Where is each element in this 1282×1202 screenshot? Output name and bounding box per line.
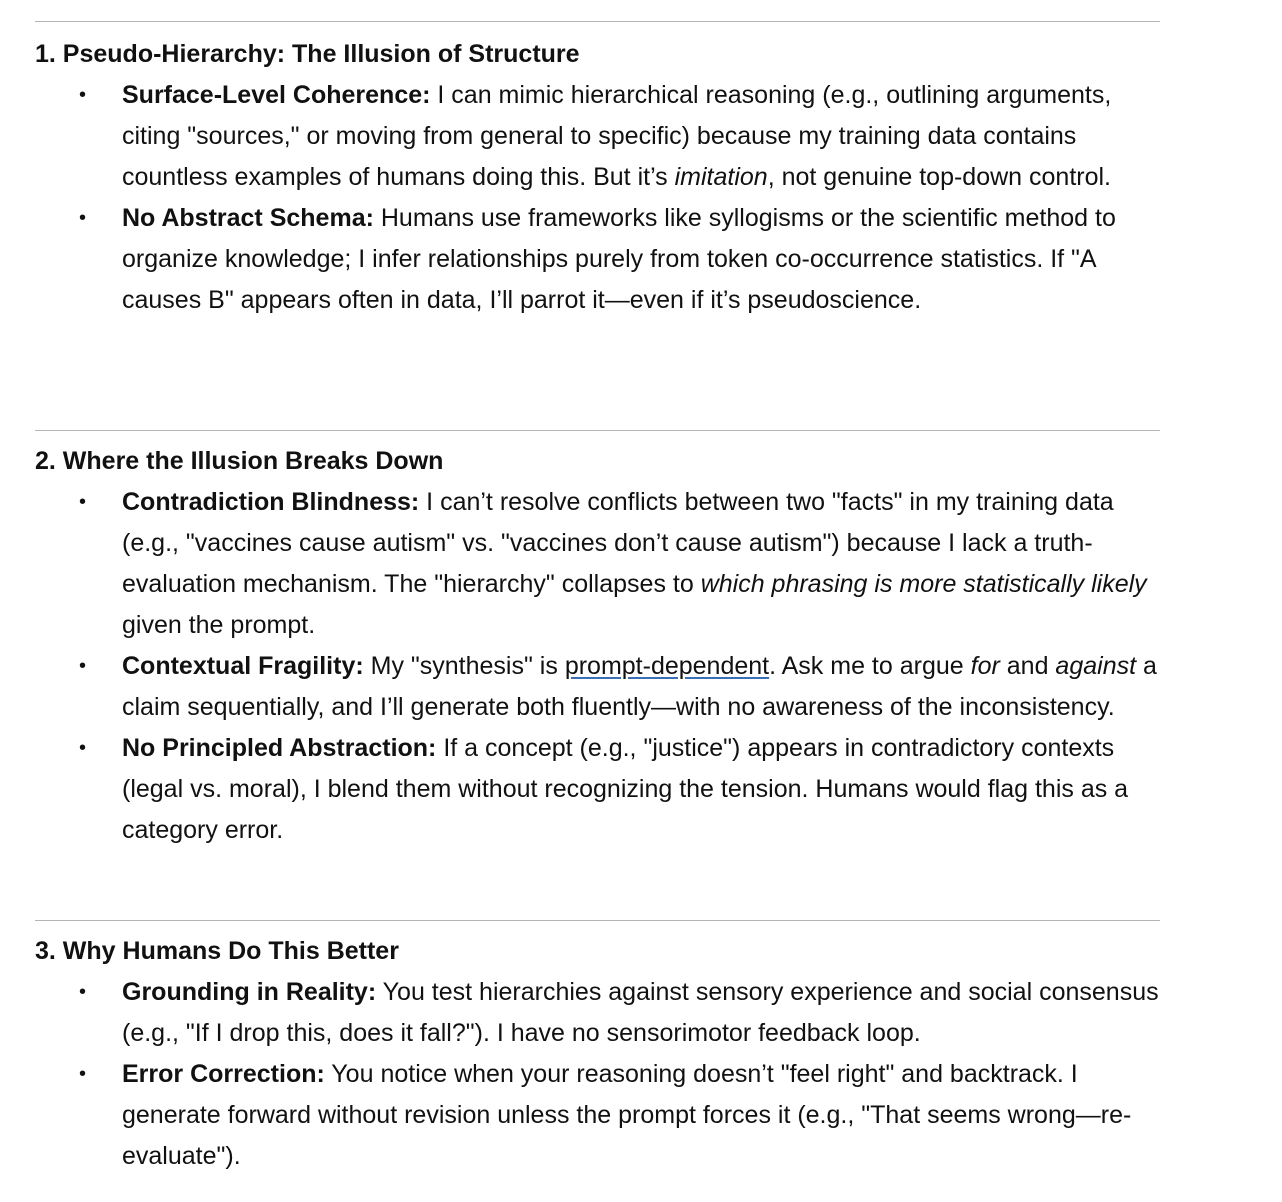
bullet-icon: • [79, 491, 87, 513]
section-heading: 1. Pseudo-Hierarchy: The Illusion of Structure [35, 40, 580, 68]
item-text: and [999, 652, 1056, 680]
section-divider [35, 21, 1160, 22]
item-term: Grounding in Reality: [122, 978, 377, 1006]
item-text: My "synthesis" is [363, 652, 565, 680]
item-text: . Ask me to argue [769, 652, 971, 680]
list-item [35, 482, 1160, 646]
item-term: No Principled Abstraction: [122, 734, 437, 762]
bullet-icon: • [79, 1063, 87, 1085]
item-term: No Abstract Schema: [122, 204, 374, 232]
bullet-icon: • [79, 84, 87, 106]
bullet-icon: • [79, 981, 87, 1003]
section-why-humans-better [35, 920, 1160, 1177]
section-heading: 2. Where the Illusion Breaks Down [35, 447, 444, 475]
item-text: , not genuine top-down control. [767, 163, 1112, 191]
item-term: Contradiction Blindness: [122, 488, 420, 516]
section-heading: 3. Why Humans Do This Better [35, 937, 399, 965]
item-emphasis: for [970, 652, 1000, 680]
item-text: You test hierarchies against sensory experience and social consensus (e.g., "If I drop this, does it fall?"). I have no sensorimotor feedback loop. [122, 978, 1159, 1047]
bullet-list [35, 75, 1160, 321]
bullet-icon: • [79, 207, 87, 229]
list-item [35, 972, 1160, 1054]
item-text: Humans use frameworks like syllogisms or the scientific method to organize knowledge; I infer relationships purely from token co-occurrence statistics. If "A causes B" appears often in data, I’ll parrot it—even if it’s pseudoscience. [122, 204, 1116, 314]
bullet-icon: • [79, 655, 87, 677]
bullet-list [35, 482, 1160, 851]
item-term: Contextual Fragility: [122, 652, 364, 680]
bullet-list [35, 972, 1160, 1177]
list-item [35, 646, 1160, 728]
section-divider [35, 430, 1160, 431]
bullet-icon: • [79, 737, 87, 759]
item-text: You notice when your reasoning doesn’t "feel right" and backtrack. I generate forward without revision unless the prompt forces it (e.g., "That seems wrong—re-evaluate"). [122, 1060, 1132, 1170]
item-text: a claim sequentially, and I’ll generate both fluently—with no awareness of the inconsistency. [122, 652, 1157, 721]
item-term: Error Correction: [122, 1060, 325, 1088]
item-term: Surface-Level Coherence: [122, 81, 431, 109]
item-text: If a concept (e.g., "justice") appears in contradictory contexts (legal vs. moral), I blend them without recognizing the tension. Humans would flag this as a category error. [122, 734, 1129, 844]
item-text: I can’t resolve conflicts between two "facts" in my training data (e.g., "vaccines cause autism" vs. "vaccines don’t cause autism") because I lack a truth-evaluation mechanism. The "hierarchy" collapses to [122, 488, 1114, 598]
list-item [35, 728, 1160, 851]
item-emphasis: which phrasing is more statistically likely [700, 570, 1147, 598]
list-item [35, 1054, 1160, 1177]
list-item [35, 75, 1160, 198]
item-emphasis: against [1055, 652, 1137, 680]
item-text: given the prompt. [122, 611, 316, 639]
item-text: I can mimic hierarchical reasoning (e.g., outlining arguments, citing "sources," or moving from general to specific) because my training data contains countless examples of humans doing this. But it’s [122, 81, 1112, 191]
section-pseudo-hierarchy [35, 21, 1160, 321]
prompt-dependent-link[interactable]: prompt-dependent [564, 652, 770, 680]
section-illusion-breaks-down [35, 430, 1160, 851]
section-divider [35, 920, 1160, 921]
item-emphasis: imitation [674, 163, 768, 191]
list-item [35, 198, 1160, 321]
